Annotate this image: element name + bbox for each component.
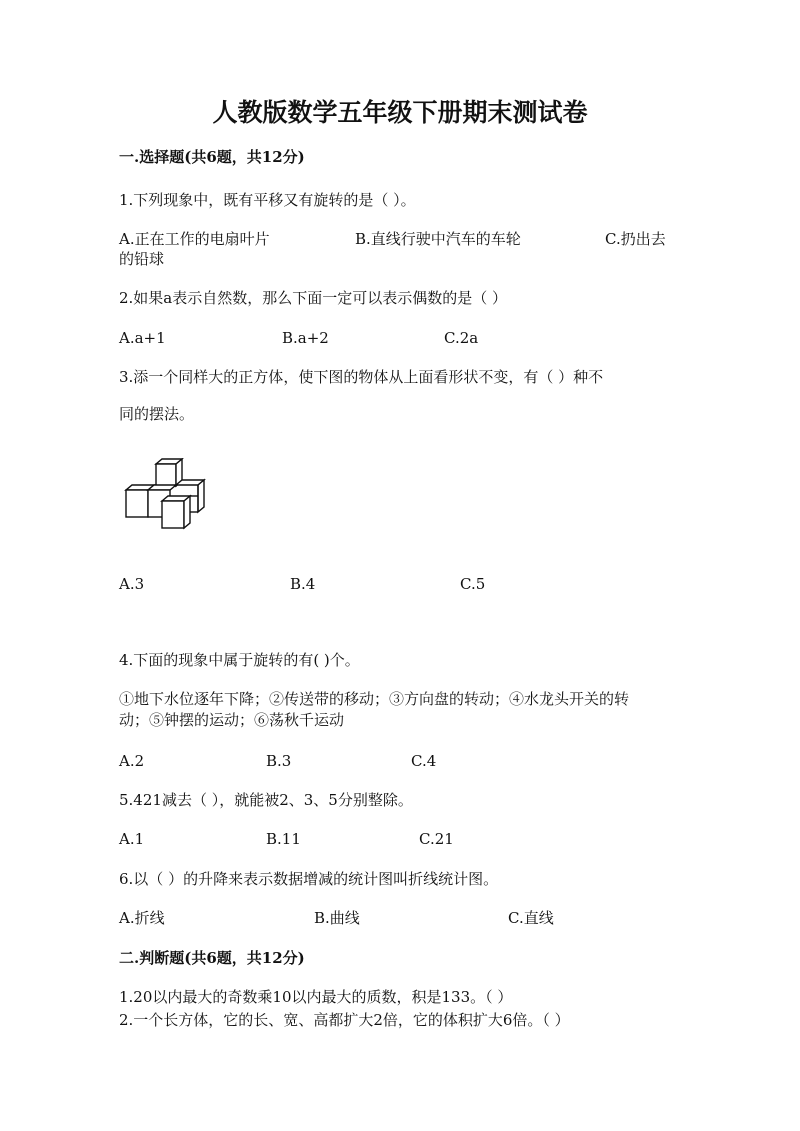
question-4-items-line2: 动；⑤钟摆的运动；⑥荡秋千运动 xyxy=(119,711,345,729)
question-3-option-a: A.3 xyxy=(119,575,145,593)
question-2-option-c: C.2a xyxy=(444,329,479,347)
question-1-option-c: C.扔出去 xyxy=(605,230,666,248)
page-title: 人教版数学五年级下册期末测试卷 xyxy=(212,98,588,127)
question-1-stem: 1.下列现象中，既有平移又有旋转的是（ ）。 xyxy=(119,191,416,209)
question-1-option-c-wrap: 的铅球 xyxy=(119,250,165,268)
judgment-question-1: 1.20以内最大的奇数乘10以内最大的质数，积是133。（ ） xyxy=(119,988,513,1006)
question-4-option-a: A.2 xyxy=(119,752,145,770)
question-6-option-b: B.曲线 xyxy=(314,909,360,927)
question-2-option-b: B.a+2 xyxy=(282,329,329,347)
question-2-stem: 2.如果a表示自然数，那么下面一定可以表示偶数的是（ ） xyxy=(119,289,508,307)
question-4-stem: 4.下面的现象中属于旋转的有( )个。 xyxy=(119,651,360,669)
question-1-option-a: A.正在工作的电扇叶片 xyxy=(119,230,270,248)
section-heading-choice: 一.选择题(共6题，共12分) xyxy=(119,148,305,166)
question-6-stem: 6.以（ ）的升降来表示数据增减的统计图叫折线统计图。 xyxy=(119,870,499,888)
question-1-option-b: B.直线行驶中汽车的车轮 xyxy=(355,230,521,248)
question-5-option-c: C.21 xyxy=(419,830,454,848)
question-3-option-b: B.4 xyxy=(290,575,316,593)
question-6-option-c: C.直线 xyxy=(508,909,554,927)
question-3-stem-line2: 同的摆法。 xyxy=(119,405,195,423)
question-4-option-c: C.4 xyxy=(411,752,437,770)
question-5-option-b: B.11 xyxy=(266,830,301,848)
question-4-items-line1: ①地下水位逐年下降；②传送带的移动；③方向盘的转动；④水龙头开关的转 xyxy=(119,690,630,708)
question-2-option-a: A.a+1 xyxy=(119,329,166,347)
question-3-option-c: C.5 xyxy=(460,575,486,593)
question-3-stem-line1: 3.添一个同样大的正方体，使下图的物体从上面看形状不变，有（ ）种不 xyxy=(119,368,604,386)
stacked-cubes-figure xyxy=(122,458,212,538)
judgment-question-2: 2.一个长方体，它的长、宽、高都扩大2倍，它的体积扩大6倍。（ ） xyxy=(119,1011,570,1029)
question-6-option-a: A.折线 xyxy=(119,909,165,927)
question-5-stem: 5.421减去（ ），就能被2、3、5分别整除。 xyxy=(119,791,413,809)
question-4-option-b: B.3 xyxy=(266,752,292,770)
question-5-option-a: A.1 xyxy=(119,830,145,848)
section-heading-judgment: 二.判断题(共6题，共12分) xyxy=(119,949,305,967)
